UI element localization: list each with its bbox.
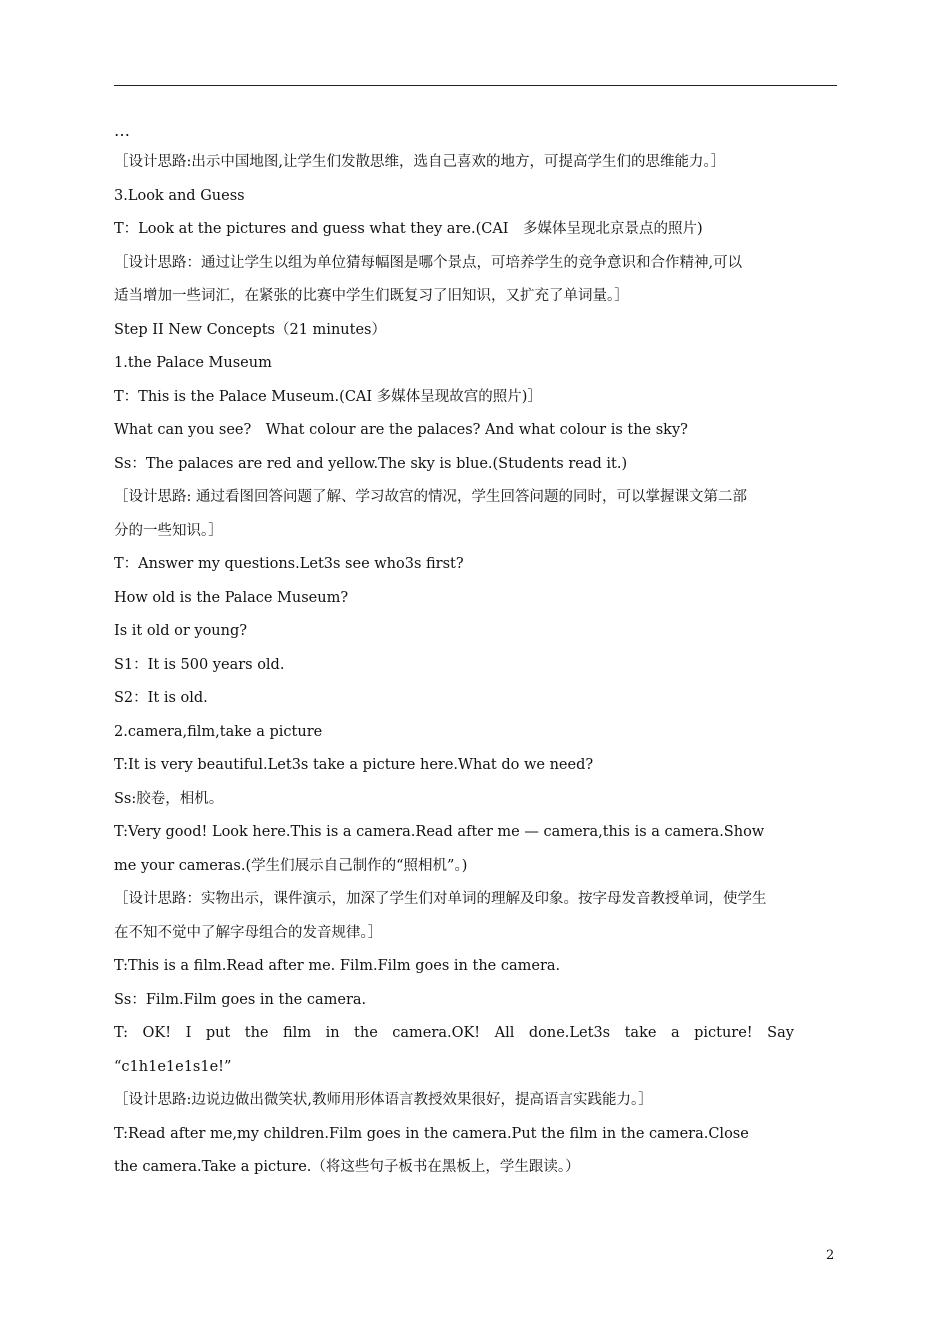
student2-answer: S2：It is old. (114, 690, 208, 706)
teacher-answer-questions: T：Answer my questions.Let3s see who3s first? (114, 556, 464, 572)
section-camera-film: 2.camera,film,take a picture (114, 723, 323, 740)
page-number: 2 (826, 1248, 835, 1263)
design-note-palace-1: ［设计思路: 通过看图回答问题了解、学习故宫的情况，学生回答问题的同时，可以掌握课文第二部 (114, 489, 747, 505)
step-two-heading: Step II New Concepts（21 minutes） (114, 321, 386, 338)
question-old-or-young: Is it old or young? (114, 623, 248, 639)
design-note-camera-1: ［设计思路：实物出示，课件演示，加深了学生们对单词的理解及印象。按字母发音教授单词，使学生 (114, 891, 767, 907)
students-film: Ss：Film.Film goes in the camera. (114, 991, 367, 1008)
teacher-look-pictures: T：Look at the pictures and guess what they are.(CAI 多媒体呈现北京景点的照片) (114, 221, 703, 237)
design-note-palace-2: 分的一些知识。］ (114, 522, 223, 539)
question-how-old: How old is the Palace Museum? (114, 589, 349, 606)
teacher-camera-1: T:Very good! Look here.This is a camera.Read after me — camera,this is a camera.Show (114, 824, 765, 840)
design-note-camera-2: 在不知不觉中了解字母组合的发音规律。］ (114, 924, 383, 941)
design-note-smile: ［设计思路:边说边做出微笑状,教师用形体语言教授效果很好，提高语言实践能力。］ (114, 1092, 653, 1108)
teacher-camera-2: me your cameras.(学生们展示自己制作的“照相机”。) (114, 857, 468, 874)
teacher-read-after-2: the camera.Take a picture.（将这些句子板书在黑板上，学生跟读。） (114, 1159, 580, 1175)
ellipsis-line: … (114, 121, 130, 140)
document-body (114, 120, 837, 1191)
header-rule (114, 85, 837, 86)
teacher-film: T:This is a film.Read after me. Film.Film goes in the camera. (114, 958, 561, 974)
teacher-take-picture: T:It is very beautiful.Let3s take a picture here.What do we need? (114, 757, 594, 773)
students-need-answer: Ss:胶卷，相机。 (114, 790, 224, 807)
design-note-groups-2: 适当增加一些词汇，在紧张的比赛中学生们既复习了旧知识，又扩充了单词量。］ (114, 288, 629, 304)
teacher-put-film: T: OK! I put the film in the camera.OK! All done.Let3s take a picture! Say (114, 1025, 794, 1041)
student1-answer: S1：It is 500 years old. (114, 656, 285, 673)
question-colours: What can you see? What colour are the palaces? And what colour is the sky? (114, 422, 688, 438)
teacher-palace-museum: T：This is the Palace Museum.(CAI 多媒体呈现故宫的照片)］ (114, 388, 542, 405)
section-look-and-guess: 3.Look and Guess (114, 187, 245, 204)
teacher-read-after-1: T:Read after me,my children.Film goes in the camera.Put the film in the camera.Close (114, 1125, 749, 1142)
students-colours-answer: Ss：The palaces are red and yellow.The sky is blue.(Students read it.) (114, 455, 628, 472)
say-cheese: “c1h1e1e1s1e!” (114, 1058, 232, 1075)
section-palace-museum: 1.the Palace Museum (114, 355, 272, 371)
design-note-groups-1: ［设计思路：通过让学生以组为单位猜每幅图是哪个景点，可培养学生的竞争意识和合作精神,可以 (114, 254, 743, 271)
design-note-map: ［设计思路:出示中国地图,让学生们发散思维，选自己喜欢的地方，可提高学生们的思维能力。］ (114, 154, 726, 170)
